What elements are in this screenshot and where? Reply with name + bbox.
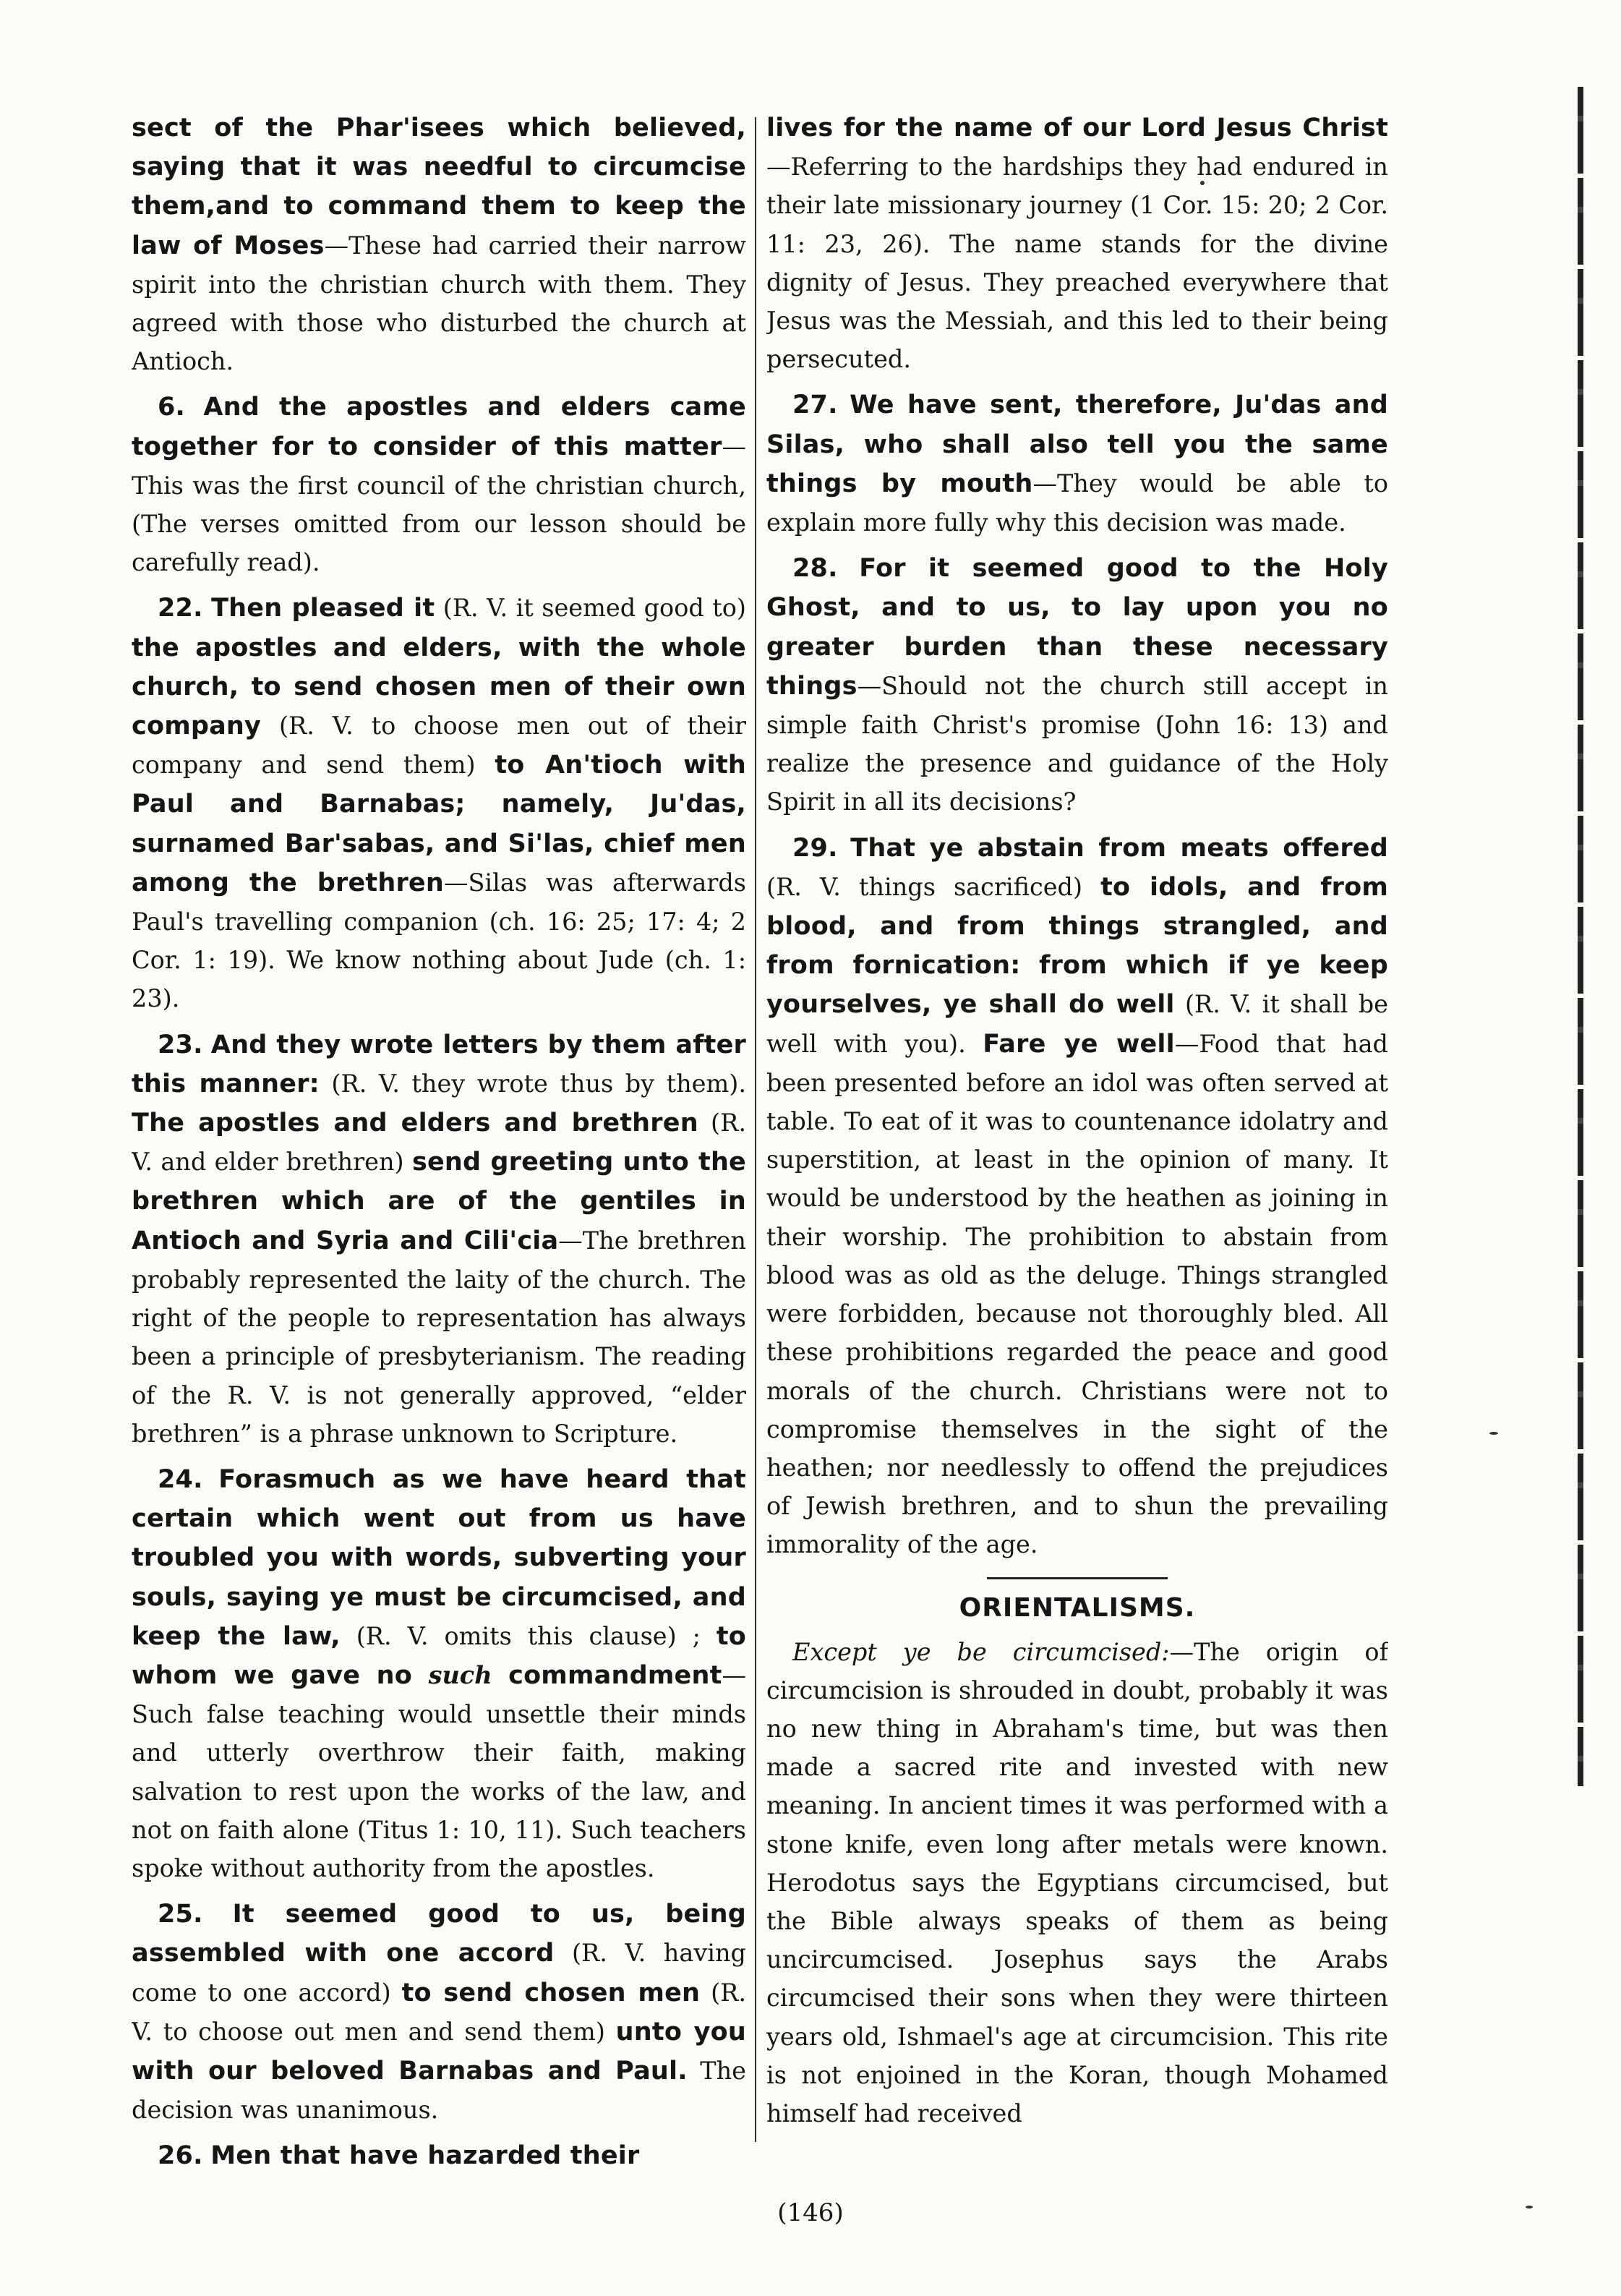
verse-entry (766, 829, 1388, 1564)
verse-commentary: —Referring to the hardships they had endured in their late missionary journey (1 Cor. 15: 20; 2 Cor. 11: 23, 26). The name stands for the divine dignity of Jesus. They preached everywhere that Jesus was the Messiah, and this led to their being persecuted. (766, 153, 1388, 374)
verse-commentary: (R. V. things sacrificed) (766, 872, 1101, 901)
column-divider (755, 117, 756, 2142)
verse-text: lives for the name of our Lord Jesus Christ (766, 114, 1388, 142)
verse-text: send greeting unto the brethren which are of the gentiles in Antioch and Syria and Cili'cia (132, 1148, 746, 1255)
orientalisms-lead: Except ye be circumcised: (792, 1637, 1170, 1666)
verse-commentary: —They would be able to explain more fully why this decision was made. (766, 469, 1388, 537)
verse-italic-word: such (428, 1660, 492, 1689)
verse-commentary: —Should not the church still accept in simple faith Christ's promise (John 16: 13) and realize the presence and guidance of the Holy Spirit in all its decisions? (766, 671, 1388, 816)
verse-commentary: (R. V. to choose men out of their company and send them) (132, 712, 746, 780)
verse-entry (132, 1460, 746, 1887)
section-rule (987, 1577, 1168, 1579)
verse-text: the apostles and elders, with the whole church, to send chosen men of their own company (132, 633, 746, 741)
verse-text: to whom we gave no (132, 1621, 746, 1690)
verse-commentary: —Silas was afterwards Paul's travelling companion (ch. 16: 25; 17: 4; 2 Cor. 1: 19). We know nothing about Jude (ch. 1: 23). (132, 868, 746, 1013)
verse-commentary: (R. V. omits this clause) ; (340, 1621, 717, 1650)
verse-number: 29. (792, 833, 838, 863)
page-number: (146) (777, 2198, 844, 2227)
verse-number: 27. (792, 391, 838, 420)
verse-text: unto you with our beloved Barnabas and Paul. (132, 2017, 746, 2086)
verse-entry (766, 385, 1388, 542)
verse-commentary: (R. V. they wrote thus by them). (319, 1069, 746, 1098)
verse-commentary: —Food that had been presented before an idol was often served at table. To eat of it was to countenance idolatry and superstition, at least in the opinion of many. It would be understood by the heathen as joining in their worship. The prohibition to abstain from blood was as old as the deluge. Things strangled were forbidden, because not thoroughly bled. All these prohibitions regarded the peace and good morals of the church. Christians were not to compromise themselves in the sight of the heathen; nor needlessly to offend the prejudices of Jewish brethren, and to shun the prevailing immorality of the age. (766, 1029, 1388, 1559)
verse-number: 25. (158, 1900, 203, 1929)
verse-number: 26. (158, 2141, 203, 2169)
verse-number: 6. (158, 393, 186, 422)
verse-entry (132, 108, 746, 380)
verse-text: We have sent, therefore, Ju'das and Silas, who shall also tell you the same things by mouth (766, 391, 1388, 498)
orientalisms-paragraph (766, 1633, 1388, 2133)
verse-text: It seemed good to us, being assembled with one accord (132, 1900, 746, 1968)
binding-edge-mark (1578, 87, 1583, 1786)
verse-number: 23. (158, 1030, 203, 1059)
verse-text: to An'tioch with Paul and Barnabas; namely, Ju'das, surnamed Bar'sabas, and Si'las, chief men among the brethren (132, 751, 746, 897)
verse-entry (132, 1025, 746, 1453)
verse-entry (766, 549, 1388, 821)
verse-entry (766, 108, 1388, 378)
verse-text: commandment (492, 1660, 722, 1690)
right-column (766, 108, 1388, 2169)
verse-text: Men that have hazarded their (210, 2141, 640, 2169)
verse-number: 24. (158, 1464, 203, 1494)
verse-text: sect of the Phar'isees which believed, saying that it was needful to circumcise them,and to command them to keep the law of Moses (132, 114, 746, 260)
verse-text: For it seemed good to the Holy Ghost, and to us, to lay upon you no greater burden than these necessary things (766, 554, 1388, 701)
verse-commentary: The decision was unanimous. (132, 2056, 746, 2125)
verse-text: And they wrote letters by them after this manner: (132, 1030, 746, 1098)
verse-entry (132, 388, 746, 581)
verse-commentary: (R. V. having come to one accord) (132, 1939, 746, 2007)
verse-text: to idols, and from blood, and from things strangled, and from fornication: from which if ye keep yourselves, ye shall do well (766, 872, 1388, 1020)
verse-text: to send chosen men (401, 1978, 701, 2007)
verse-entry (132, 1895, 746, 2129)
verse-text: That ye abstain from meats offered (850, 833, 1388, 863)
verse-commentary: —Such false teaching would unsettle their minds and utterly overthrow their faith, making salvation to rest upon the works of the law, and not on faith alone (Titus 1: 10, 11). Such teachers spoke without authority from the apostles. (132, 1660, 746, 1882)
verse-entry (132, 2136, 746, 2169)
verse-text: The apostles and elders and brethren (132, 1109, 698, 1138)
verse-commentary: (R. V. it shall be well with you). (766, 990, 1388, 1058)
verse-text: Then pleased it (211, 594, 435, 623)
verse-text: Fare ye well (983, 1029, 1175, 1059)
verse-commentary: (R. V. to choose out men and send them) (132, 1978, 746, 2046)
verse-commentary: —These had carried their narrow spirit into the christian church with them. They agreed with those who disturbed the church at Antioch. (132, 231, 746, 376)
scan-speck (1489, 1432, 1498, 1435)
verse-number: 22. (158, 594, 203, 623)
verse-commentary: —This was the first council of the christian church, (The verses omitted from our lesson should be carefully read). (132, 432, 746, 577)
verse-commentary: (R. V. it seemed good to) (435, 594, 746, 623)
verse-entry (132, 589, 746, 1017)
section-heading: ORIENTALISMS. (959, 1592, 1196, 1623)
verse-commentary: —The brethren probably represented the laity of the church. The right of the people to representation has always been a principle of presbyterianism. The reading of the R. V. is not generally approved, “elder brethren” is a phrase unknown to Scripture. (132, 1226, 746, 1448)
verse-text: And the apostles and elders came together for to consider of this matter (132, 393, 746, 461)
left-column (132, 108, 746, 2169)
verse-text: Forasmuch as we have heard that certain which went out from us have troubled you with words, subverting your souls, saying ye must be circumcised, and keep the law, (132, 1464, 746, 1651)
verse-number: 28. (792, 554, 838, 584)
orientalisms-text: —The origin of circumcision is shrouded in doubt, probably it was no new thing in Abraham's time, but was then made a sacred rite and invested with new meaning. In ancient times it was performed with a stone knife, even long after metals were known. Herodotus says the Egyptians circumcised, but the Bible always speaks of them as being uncircumcised. Josephus says the Arabs circumcised their sons when they were thirteen years old, Ishmael's age at circumcision. This rite is not enjoined in the Koran, though Mohamed himself had received (766, 1637, 1388, 2128)
verse-commentary: (R. V. and elder brethren) (132, 1109, 746, 1177)
